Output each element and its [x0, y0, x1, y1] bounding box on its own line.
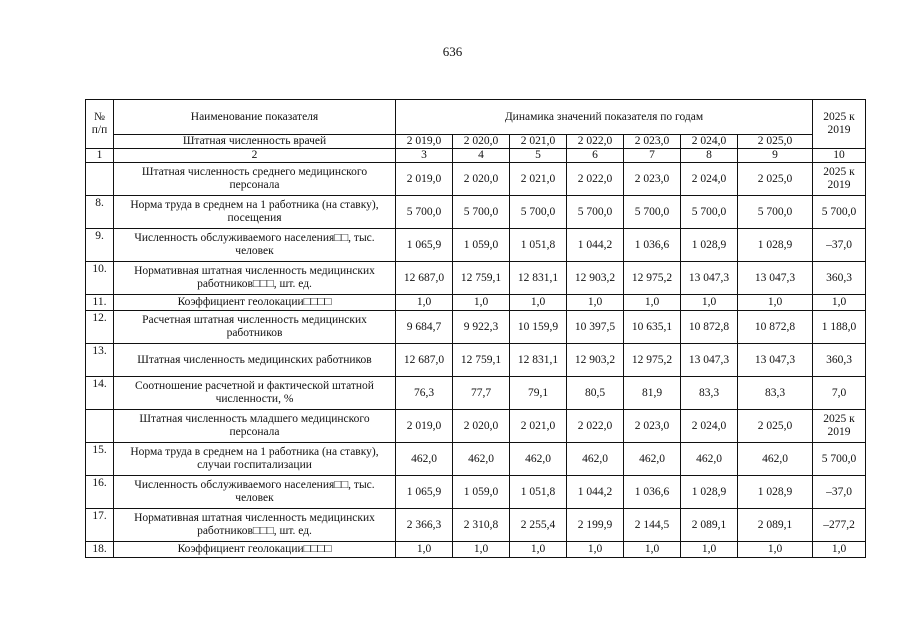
header-no: № п/п: [86, 100, 114, 149]
value-cell: 12 759,1: [453, 344, 510, 377]
value-cell: 2 020,0: [453, 163, 510, 196]
value-cell: 462,0: [738, 443, 813, 476]
row-number: 11.: [86, 295, 114, 311]
value-cell: 5 700,0: [396, 196, 453, 229]
value-cell: 1,0: [396, 295, 453, 311]
value-cell: 1,0: [738, 542, 813, 558]
value-cell: 12 687,0: [396, 262, 453, 295]
value-cell: 12 759,1: [453, 262, 510, 295]
row-number: [86, 410, 114, 443]
change-cell: –37,0: [813, 229, 866, 262]
value-cell: 1,0: [681, 295, 738, 311]
change-cell: 2025 к 2019: [813, 410, 866, 443]
value-cell: 12 831,1: [510, 344, 567, 377]
value-cell: 5 700,0: [510, 196, 567, 229]
value-cell: 5 700,0: [738, 196, 813, 229]
indicator-name: Штатная численность среднего медицинского персонала: [114, 163, 396, 196]
value-cell: 13 047,3: [738, 344, 813, 377]
value-cell: 1 044,2: [567, 476, 624, 509]
value-cell: 81,9: [624, 377, 681, 410]
indicator-table: [85, 99, 866, 558]
value-cell: 2 022,0: [567, 410, 624, 443]
value-cell: 2 025,0: [738, 410, 813, 443]
column-index: 8: [681, 149, 738, 163]
value-cell: 1 051,8: [510, 476, 567, 509]
value-cell: 2 255,4: [510, 509, 567, 542]
header-sub-label: Штатная численность врачей: [114, 135, 396, 149]
value-cell: 462,0: [681, 443, 738, 476]
table-row: [86, 476, 866, 509]
value-cell: 80,5: [567, 377, 624, 410]
value-cell: 1 028,9: [681, 476, 738, 509]
indicator-name: Норма труда в среднем на 1 работника (на ставку), случаи госпитализации: [114, 443, 396, 476]
column-index: 5: [510, 149, 567, 163]
header-year: 2 020,0: [453, 135, 510, 149]
value-cell: 13 047,3: [681, 262, 738, 295]
row-number: 14.: [86, 377, 114, 410]
value-cell: 462,0: [396, 443, 453, 476]
value-cell: 2 199,9: [567, 509, 624, 542]
value-cell: 2 021,0: [510, 410, 567, 443]
table-row: [86, 229, 866, 262]
value-cell: 1 059,0: [453, 476, 510, 509]
value-cell: 10 397,5: [567, 311, 624, 344]
value-cell: 1 044,2: [567, 229, 624, 262]
row-number: 10.: [86, 262, 114, 295]
value-cell: 1,0: [510, 542, 567, 558]
indicator-name: Численность обслуживаемого населения□□, тыс. человек: [114, 229, 396, 262]
value-cell: 1 065,9: [396, 229, 453, 262]
value-cell: 1,0: [567, 295, 624, 311]
value-cell: 2 144,5: [624, 509, 681, 542]
value-cell: 2 019,0: [396, 163, 453, 196]
table-row: [86, 262, 866, 295]
value-cell: 1 065,9: [396, 476, 453, 509]
value-cell: 10 635,1: [624, 311, 681, 344]
row-number: 8.: [86, 196, 114, 229]
header-year: 2 025,0: [738, 135, 813, 149]
value-cell: 2 023,0: [624, 163, 681, 196]
value-cell: 83,3: [681, 377, 738, 410]
value-cell: 462,0: [510, 443, 567, 476]
indicator-name: Нормативная штатная численность медицинских работников□□□, шт. ед.: [114, 262, 396, 295]
value-cell: 2 024,0: [681, 410, 738, 443]
row-number: [86, 163, 114, 196]
column-index: 4: [453, 149, 510, 163]
header-year: 2 024,0: [681, 135, 738, 149]
value-cell: 76,3: [396, 377, 453, 410]
value-cell: 1,0: [624, 542, 681, 558]
column-index: 6: [567, 149, 624, 163]
row-number: 12.: [86, 311, 114, 344]
value-cell: 1,0: [738, 295, 813, 311]
header-years-row: [86, 135, 866, 149]
header-dynamics: Динамика значений показателя по годам: [396, 100, 813, 135]
value-cell: 2 089,1: [681, 509, 738, 542]
value-cell: 2 021,0: [510, 163, 567, 196]
value-cell: 9 684,7: [396, 311, 453, 344]
column-index: 10: [813, 149, 866, 163]
table-row: [86, 377, 866, 410]
value-cell: 1,0: [396, 542, 453, 558]
value-cell: 2 025,0: [738, 163, 813, 196]
indicator-name: Норма труда в среднем на 1 работника (на ставку), посещения: [114, 196, 396, 229]
header-year: 2 021,0: [510, 135, 567, 149]
table-row: [86, 196, 866, 229]
value-cell: 1 028,9: [681, 229, 738, 262]
change-cell: 5 700,0: [813, 196, 866, 229]
row-number: 15.: [86, 443, 114, 476]
change-cell: –277,2: [813, 509, 866, 542]
indicator-name: Штатная численность младшего медицинского персонала: [114, 410, 396, 443]
row-number: 9.: [86, 229, 114, 262]
value-cell: 9 922,3: [453, 311, 510, 344]
header-year: 2 023,0: [624, 135, 681, 149]
value-cell: 1,0: [567, 542, 624, 558]
table-row: [86, 542, 866, 558]
page-number: 636: [442, 44, 463, 59]
value-cell: 5 700,0: [624, 196, 681, 229]
indicator-name: Соотношение расчетной и фактической штатной численности, %: [114, 377, 396, 410]
change-cell: 360,3: [813, 344, 866, 377]
value-cell: 1 028,9: [738, 229, 813, 262]
row-number: 16.: [86, 476, 114, 509]
value-cell: 2 310,8: [453, 509, 510, 542]
change-cell: 1,0: [813, 542, 866, 558]
value-cell: 1 059,0: [453, 229, 510, 262]
header-row: [86, 100, 866, 135]
indicator-name: Коэффициент геолокации□□□□: [114, 542, 396, 558]
value-cell: 12 831,1: [510, 262, 567, 295]
value-cell: 1 051,8: [510, 229, 567, 262]
value-cell: 2 022,0: [567, 163, 624, 196]
value-cell: 1,0: [453, 542, 510, 558]
value-cell: 12 903,2: [567, 344, 624, 377]
table-row: [86, 509, 866, 542]
section-row: [86, 410, 866, 443]
value-cell: 1,0: [510, 295, 567, 311]
value-cell: 1,0: [453, 295, 510, 311]
header-year: 2 022,0: [567, 135, 624, 149]
value-cell: 10 872,8: [738, 311, 813, 344]
value-cell: 10 872,8: [681, 311, 738, 344]
header-year: 2 019,0: [396, 135, 453, 149]
table-row: [86, 344, 866, 377]
indicator-name: Нормативная штатная численность медицинских работников□□□, шт. ед.: [114, 509, 396, 542]
table-row: [86, 311, 866, 344]
value-cell: 1,0: [681, 542, 738, 558]
column-index: 2: [114, 149, 396, 163]
value-cell: 462,0: [453, 443, 510, 476]
value-cell: 13 047,3: [738, 262, 813, 295]
indicator-name: Расчетная штатная численность медицинских работников: [114, 311, 396, 344]
value-cell: 1 036,6: [624, 229, 681, 262]
table-row: [86, 295, 866, 311]
change-cell: –37,0: [813, 476, 866, 509]
value-cell: 10 159,9: [510, 311, 567, 344]
column-index: 9: [738, 149, 813, 163]
value-cell: 5 700,0: [567, 196, 624, 229]
value-cell: 12 975,2: [624, 344, 681, 377]
value-cell: 12 903,2: [567, 262, 624, 295]
value-cell: 79,1: [510, 377, 567, 410]
value-cell: 77,7: [453, 377, 510, 410]
column-index: 1: [86, 149, 114, 163]
indicator-name: Численность обслуживаемого населения□□, тыс. человек: [114, 476, 396, 509]
value-cell: 13 047,3: [681, 344, 738, 377]
value-cell: 1 028,9: [738, 476, 813, 509]
value-cell: 2 089,1: [738, 509, 813, 542]
value-cell: 1 036,6: [624, 476, 681, 509]
change-cell: 360,3: [813, 262, 866, 295]
value-cell: 12 687,0: [396, 344, 453, 377]
header-last: 2025 к 2019: [813, 100, 866, 149]
value-cell: 2 024,0: [681, 163, 738, 196]
row-number: 13.: [86, 344, 114, 377]
column-index: 3: [396, 149, 453, 163]
value-cell: 2 023,0: [624, 410, 681, 443]
value-cell: 12 975,2: [624, 262, 681, 295]
value-cell: 5 700,0: [681, 196, 738, 229]
table-row: [86, 443, 866, 476]
change-cell: 7,0: [813, 377, 866, 410]
section-row: [86, 163, 866, 196]
value-cell: 2 366,3: [396, 509, 453, 542]
column-index: 7: [624, 149, 681, 163]
row-number: 18.: [86, 542, 114, 558]
change-cell: 1 188,0: [813, 311, 866, 344]
value-cell: 2 020,0: [453, 410, 510, 443]
value-cell: 462,0: [567, 443, 624, 476]
value-cell: 5 700,0: [453, 196, 510, 229]
value-cell: 83,3: [738, 377, 813, 410]
change-cell: 2025 к 2019: [813, 163, 866, 196]
value-cell: 1,0: [624, 295, 681, 311]
indicator-name: Коэффициент геолокации□□□□: [114, 295, 396, 311]
indicator-name: Штатная численность медицинских работников: [114, 344, 396, 377]
column-index-row: [86, 149, 866, 163]
value-cell: 462,0: [624, 443, 681, 476]
row-number: 17.: [86, 509, 114, 542]
value-cell: 2 019,0: [396, 410, 453, 443]
change-cell: 5 700,0: [813, 443, 866, 476]
change-cell: 1,0: [813, 295, 866, 311]
header-name: Наименование показателя: [114, 100, 396, 135]
